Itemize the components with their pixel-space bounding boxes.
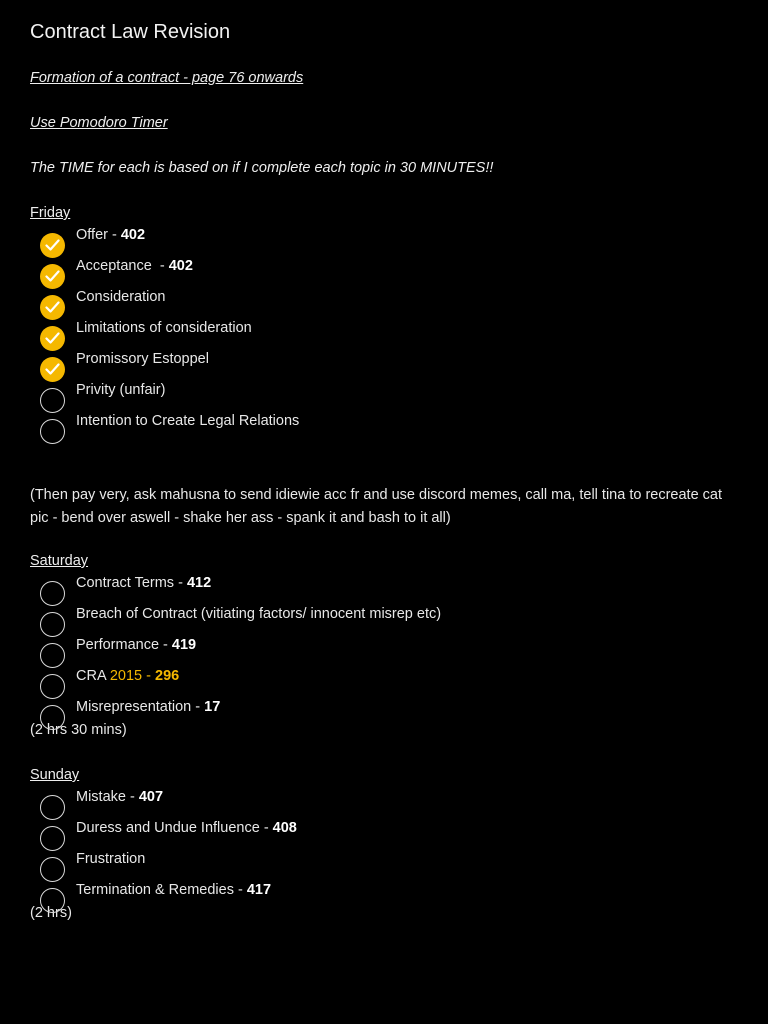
- item-label: CRA: [76, 668, 110, 684]
- checklist-item-frustration[interactable]: [30, 849, 740, 880]
- empty-circle-icon[interactable]: [40, 857, 65, 882]
- checklist-item-promissory-estoppel[interactable]: [30, 349, 740, 380]
- checkmark-icon: [45, 363, 60, 376]
- checked-circle-icon[interactable]: [40, 233, 65, 258]
- page-number: 408: [272, 820, 297, 836]
- page-number: 412: [186, 575, 212, 591]
- checklist-item-cra[interactable]: [30, 666, 740, 697]
- item-label: Acceptance -: [76, 258, 169, 274]
- sunday-heading[interactable]: Sunday: [30, 767, 80, 783]
- checklist-item-performance[interactable]: [30, 635, 740, 666]
- item-label: Misrepresentation -: [76, 699, 205, 715]
- empty-circle-icon[interactable]: [40, 388, 65, 413]
- empty-circle-icon[interactable]: [40, 581, 65, 606]
- item-label: Mistake -: [76, 789, 139, 805]
- item-label: Limitations of consideration: [76, 320, 252, 336]
- saturday-duration[interactable]: (2 hrs 30 mins): [30, 722, 127, 738]
- checklist-item-intention[interactable]: [30, 411, 740, 442]
- page-number: 296: [155, 668, 180, 684]
- checklist-item-privity[interactable]: [30, 380, 740, 411]
- time-note[interactable]: The TIME for each is based on if I complete each topic in 30 MINUTES!!: [30, 160, 494, 176]
- checklist-item-misrepresentation[interactable]: [30, 697, 740, 728]
- item-label-highlight: 2015 -: [109, 668, 155, 684]
- empty-circle-icon[interactable]: [40, 643, 65, 668]
- checklist-item-acceptance[interactable]: [30, 256, 740, 287]
- item-label: Duress and Undue Influence -: [76, 820, 273, 836]
- checklist-item-contract-terms[interactable]: [30, 573, 740, 604]
- empty-circle-icon[interactable]: [40, 674, 65, 699]
- saturday-checklist: [30, 573, 740, 728]
- item-label: Frustration: [76, 851, 146, 867]
- checked-circle-icon[interactable]: [40, 357, 65, 382]
- sunday-checklist: [30, 787, 740, 911]
- checked-circle-icon[interactable]: [40, 264, 65, 289]
- checklist-item-consideration[interactable]: [30, 287, 740, 318]
- pomodoro-link[interactable]: Use Pomodoro Timer: [30, 115, 168, 131]
- checklist-item-offer[interactable]: [30, 225, 740, 256]
- item-label: Privity (unfair): [76, 382, 166, 398]
- page-number: 419: [171, 637, 197, 653]
- friday-heading[interactable]: Friday: [30, 205, 71, 221]
- checklist-item-duress[interactable]: [30, 818, 740, 849]
- checked-circle-icon[interactable]: [40, 326, 65, 351]
- reminder-paragraph[interactable]: (Then pay very, ask mahusna to send idiewie acc fr and use discord memes, call ma, tell tina to recreate cat pic - bend over aswell - shake her ass - spank it and bash to it all): [30, 487, 723, 526]
- empty-circle-icon[interactable]: [40, 826, 65, 851]
- page-number: 402: [168, 258, 193, 274]
- empty-circle-icon[interactable]: [40, 705, 65, 730]
- formation-link[interactable]: Formation of a contract - page 76 onwards: [30, 70, 304, 86]
- item-label: Consideration: [76, 289, 166, 305]
- item-label: Intention to Create Legal Relations: [76, 413, 300, 429]
- checkmark-icon: [45, 270, 60, 283]
- checkmark-icon: [45, 332, 60, 345]
- page-number: 17: [204, 699, 221, 715]
- empty-circle-icon[interactable]: [40, 795, 65, 820]
- note-title[interactable]: Contract Law Revision: [30, 21, 231, 43]
- empty-circle-icon[interactable]: [40, 419, 65, 444]
- item-label: Promissory Estoppel: [76, 351, 209, 367]
- checkmark-icon: [45, 239, 60, 252]
- page-number: 402: [120, 227, 146, 243]
- checkmark-icon: [45, 301, 60, 314]
- empty-circle-icon[interactable]: [40, 612, 65, 637]
- item-label: Contract Terms -: [76, 575, 187, 591]
- sunday-duration[interactable]: (2 hrs): [30, 905, 72, 921]
- saturday-heading[interactable]: Saturday: [30, 553, 89, 569]
- checklist-item-limitations[interactable]: [30, 318, 740, 349]
- item-label: Breach of Contract (vitiating factors/ innocent misrep etc): [76, 606, 442, 622]
- item-label: Offer -: [76, 227, 121, 243]
- friday-checklist: [30, 225, 740, 442]
- note-body[interactable]: [30, 18, 740, 925]
- item-label: Performance -: [76, 637, 172, 653]
- item-label: Termination & Remedies -: [76, 882, 247, 898]
- empty-circle-icon[interactable]: [40, 888, 65, 913]
- checklist-item-breach[interactable]: [30, 604, 740, 635]
- page-number: 417: [246, 882, 272, 898]
- checked-circle-icon[interactable]: [40, 295, 65, 320]
- page-number: 407: [138, 789, 164, 805]
- checklist-item-termination[interactable]: [30, 880, 740, 911]
- checklist-item-mistake[interactable]: [30, 787, 740, 818]
